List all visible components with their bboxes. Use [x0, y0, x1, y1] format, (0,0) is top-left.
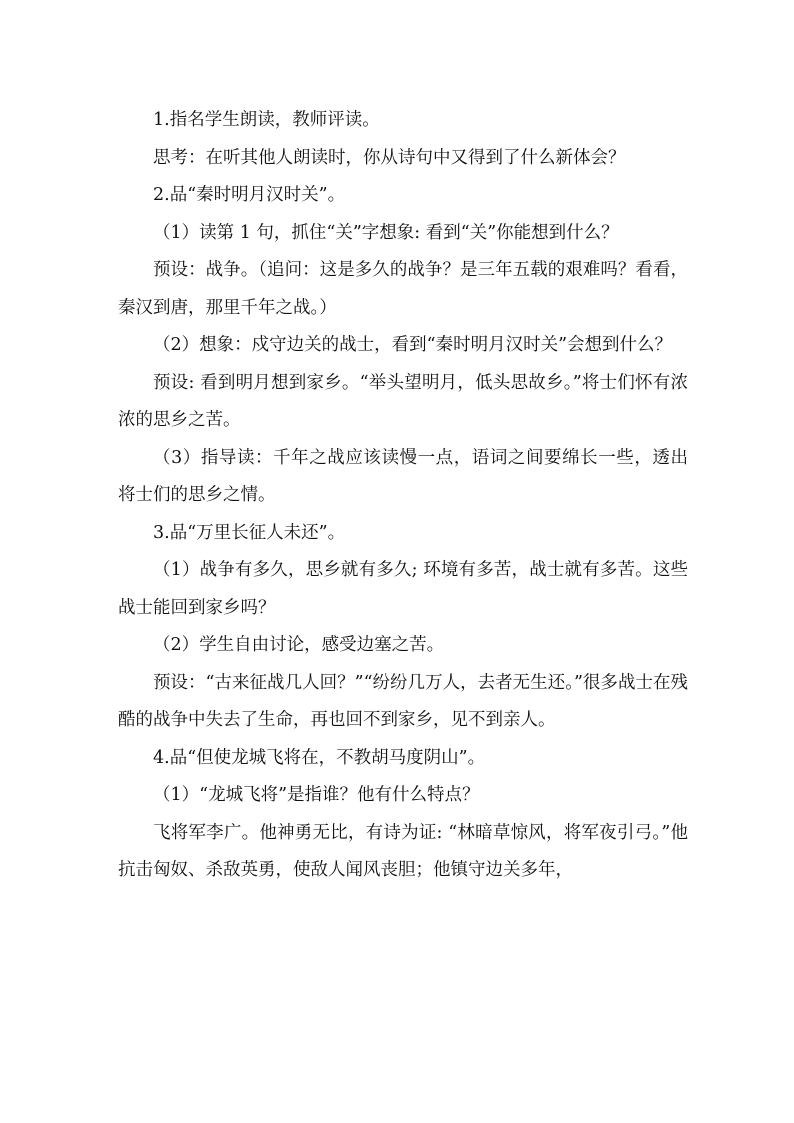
- paragraph-step-1: 1.指名学生朗读，教师评读。: [153, 110, 380, 130]
- paragraph-step-4-heading: 4.品“但使龙城飞将在，不教胡马度阴山”。: [153, 747, 486, 768]
- paragraph-preset-moon: 预设: 看到明月想到家乡。“举头望明月，低头思故乡。”将士们怀有浓浓的思乡之苦。: [118, 372, 688, 430]
- paragraph-step-3-2: （2）学生自由讨论，感受边塞之苦。: [153, 635, 445, 655]
- paragraph-preset-war: 预设：战争。（追问：这是多久的战争？是三年五载的艰难吗？看看，秦汉到唐，那里千年之战。）: [118, 260, 688, 318]
- paragraph-step-2-heading: 2.品“秦时明月汉时关”。: [153, 185, 346, 205]
- paragraph-step-2-3: （3）指导读：千年之战应该读慢一点，语词之间要绵长一些，透出将士们的思乡之情。: [118, 447, 688, 505]
- paragraph-step-4-1: （1）“龙城飞将”是指谁？他有什么特点？: [153, 785, 480, 805]
- paragraph-step-3-heading: 3.品“万里长征人未还”。: [153, 522, 346, 543]
- paragraph-preset-warriors: 预设：“古来征战几人回？”“纷纷几万人，去者无生还。”很多战士在残酷的战争中失去了生命，再也回不到家乡，见不到亲人。: [118, 672, 688, 730]
- paragraph-step-2-1: （1）读第 1 句，抓住“关”字想象: 看到“关”你能想到什么？: [153, 222, 619, 243]
- paragraph-think: 思考：在听其他人朗读时，你从诗句中又得到了什么新体会？: [153, 147, 626, 168]
- paragraph-step-3-1: （1）战争有多久，思乡就有多久; 环境有多苦，战士就有多苦。这些战士能回到家乡吗？: [118, 560, 688, 618]
- document-body: [118, 102, 688, 890]
- paragraph-li-guang: 飞将军李广。他神勇无比，有诗为证: “林暗草惊风，将军夜引弓。”他抗击匈奴、杀敌英勇，使敌人闻风丧胆；他镇守边关多年，: [118, 822, 688, 880]
- paragraph-step-2-2: （2）想象：戍守边关的战士，看到“秦时明月汉时关”会想到什么？: [153, 335, 673, 355]
